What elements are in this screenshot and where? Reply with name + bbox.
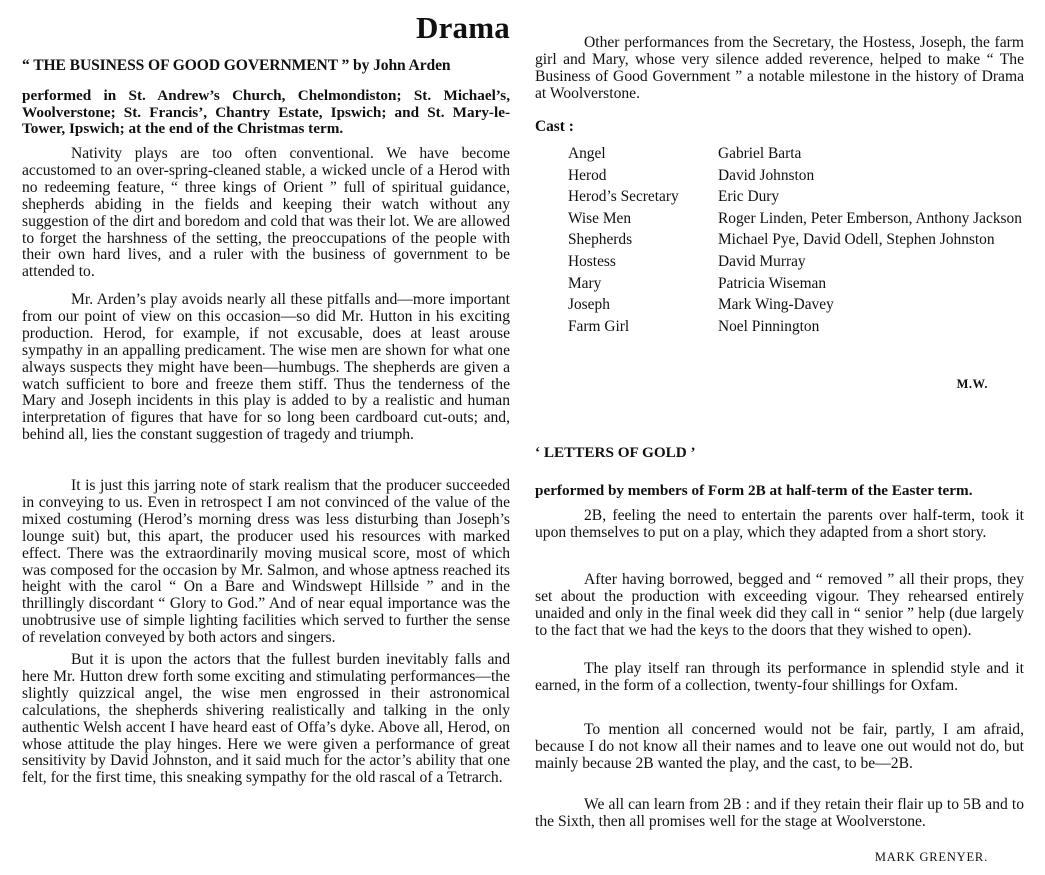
cast-role: Farm Girl	[568, 317, 630, 335]
cast-row	[568, 211, 1024, 233]
cast-actor: Roger Linden, Peter Emberson, Anthony Jackson	[718, 209, 1022, 227]
cast-role: Mary	[568, 274, 602, 292]
cast-actor: Mark Wing-Davey	[718, 296, 834, 314]
play-title-letters-of-gold: ‘ LETTERS OF GOLD ’	[535, 444, 696, 461]
review-paragraph: Other performances from the Secretary, the Hostess, Joseph, the farm girl and Mary, whose very silence added reverence, helped to make “ The Business of Good Government ” a notable milestone in the history of Drama at Woolverstone.	[535, 34, 1024, 102]
cast-heading: Cast :	[535, 118, 574, 135]
cast-actor: David Johnston	[718, 166, 815, 184]
performance-details: performed by members of Form 2B at half-term of the Easter term.	[535, 482, 973, 499]
cast-row	[568, 232, 1024, 254]
cast-actor: Eric Dury	[718, 188, 780, 206]
author-signature: MARK GRENYER.	[874, 850, 988, 864]
cast-actor: David Murray	[718, 252, 806, 270]
performance-venues: performed in St. Andrew’s Church, Chelmondiston; St. Michael’s, Woolverstone; St. Francis’, Chantry Estate, Ipswich; and St. Mary-le-Tower, Ipswich; at the end of the Christmas term.	[22, 87, 510, 137]
cast-row	[568, 168, 1024, 190]
review-paragraph: We all can learn from 2B : and if they retain their flair up to 5B and to the Sixth, then all promises well for the stage at Woolverstone.	[535, 796, 1024, 830]
review-paragraph: It is just this jarring note of stark realism that the producer succeeded in conveying to us. Even in retrospect I am not convinced of the value of the mixed costuming (Herod’s morning dress was less disturbing than Joseph’s lounge suit) but, this apart, the producer used his resources with marked effect. There was the extraordinarily moving musical score, most of which was composed for the occasion by Mr. Salmon, and whose aptness reached its height with the carol “ On a Bare and Windswept Hillside ” and in the thrillingly discordant “ Glory to God.” And of near equal importance was the unobtrusive use of simple lighting facilities which served to further the sense of revelation conveyed by both actors and singers.	[22, 477, 510, 647]
review-paragraph: The play itself ran through its performance in splendid style and it earned, in the form of a collection, twenty-four shillings for Oxfam.	[535, 660, 1024, 694]
cast-role: Shepherds	[568, 231, 633, 249]
cast-role: Herod	[568, 166, 607, 184]
cast-row	[568, 319, 1024, 341]
cast-row	[568, 276, 1024, 298]
cast-row	[568, 254, 1024, 276]
review-paragraph: But it is upon the actors that the fullest burden inevitably falls and here Mr. Hutton drew forth some exciting and stimulating performances—the slightly quizzical angel, the wise men engrossed in their astronomical calculations, the shepherds shivering realistically and talking in the only authentic Welsh accent I have heard east of Offa’s dyke. Above all, Herod, on whose attitude the play hinges. Here we were given a performance of great sensitivity by David Johnston, and it said much for the actor’s ability that one felt, for the first time, this sneaking sympathy for the old rascal of a Tetrarch.	[22, 651, 510, 787]
author-initials: M.W.	[956, 377, 988, 391]
cast-actor: Gabriel Barta	[718, 145, 802, 162]
cast-row	[568, 146, 1024, 168]
cast-actor: Patricia Wiseman	[718, 274, 827, 292]
review-paragraph: After having borrowed, begged and “ removed ” all their props, they set about the production with exceeding vigour. They rehearsed entirely unaided and only in the final week did they call in “ senior ” help (due largely to the fact that we had the keys to the doors that they wished to open).	[535, 571, 1024, 639]
cast-role: Hostess	[568, 252, 616, 270]
cast-row	[568, 297, 1024, 319]
cast-role: Wise Men	[568, 209, 632, 227]
section-title: Drama	[416, 10, 510, 45]
cast-actor: Michael Pye, David Odell, Stephen Johnston	[718, 231, 995, 249]
review-paragraph: 2B, feeling the need to entertain the parents over half-term, took it upon themselves to put on a play, which they adapted from a short story.	[535, 507, 1024, 541]
cast-role: Angel	[568, 145, 606, 162]
review-paragraph: Nativity plays are too often conventional. We have become accustomed to an over-spring-cleaned stable, a wicked uncle of a Herod with no redeeming feature, “ three kings of Orient ” full of spiritual guidance, shepherds abiding in the fields and keeping their watch without any suggestion of the dirt and boredom and cold that was their lot. We are allowed to forget the harshness of the setting, the preoccupations of the people with their own hard lives, and a ruler with the business of government to be attended to.	[22, 145, 510, 281]
review-paragraph: To mention all concerned would not be fair, partly, I am afraid, because I do not know all their names and to leave one out would not do, but mainly because 2B wanted the play, and the cast, to be—2B.	[535, 721, 1024, 772]
play-title-business-of-good-government: “ THE BUSINESS OF GOOD GOVERNMENT ” by John Arden	[22, 57, 451, 74]
cast-list	[568, 146, 1024, 340]
cast-role: Herod’s Secretary	[568, 188, 679, 206]
cast-actor: Noel Pinnington	[718, 317, 820, 335]
cast-row	[568, 189, 1024, 211]
review-paragraph: Mr. Arden’s play avoids nearly all these pitfalls and—more important from our point of view on this occasion—so did Mr. Hutton in his exciting production. Herod, for example, if not excusable, does at least arouse sympathy in an appalling predicament. The wise men are shown for what one always suspects they might have been—humbugs. The shepherds are given a watch sufficient to bore and freeze them stiff. Thus the tenderness of the Mary and Joseph incidents in this play is added to by a realistic and human interpretation of figures that have for so long been cardboard cut-outs; and, behind all, lies the constant suggestion of tragedy and triumph.	[22, 291, 510, 444]
cast-role: Joseph	[568, 296, 610, 314]
